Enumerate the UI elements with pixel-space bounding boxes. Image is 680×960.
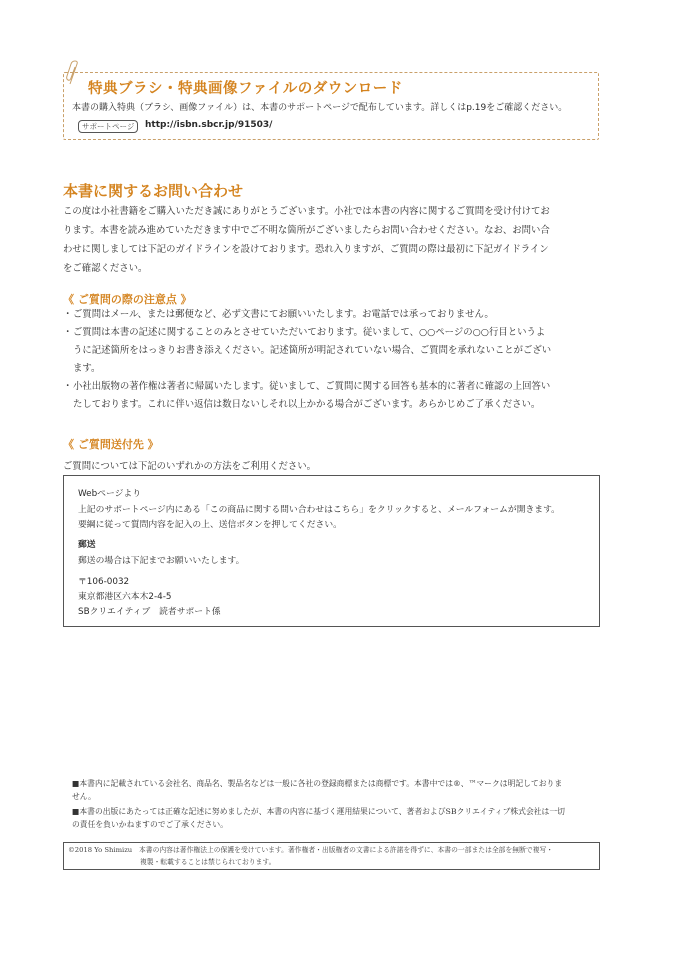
bracket-right-icon: 》: [176, 293, 192, 306]
inquiry-paragraph: [63, 202, 608, 278]
list-item: ■本書の出版にあたっては正確な記述に努めましたが、本書の内容に基づく運用結果について、著者およびSBクリエイティブ株式会社は一切 の責任を負いかねますのでご了承ください。: [72, 807, 565, 829]
list-item: ・ 小社出版物の著作権は著者に帰属いたします。従いまして、ご質問に関する回答も基本的に著者に確認の上回答い たしております。これに伴い返信は数日ないしそれ以上かかる場合がございます。あらかじめご了承ください。: [63, 381, 551, 410]
web-heading: Webページより: [78, 489, 141, 499]
department: SBクリエイティブ 読者サポート係: [78, 607, 221, 617]
inquiry-line: をご確認ください。: [63, 263, 148, 274]
mail-line: 郵送の場合は下記までお願いいたします。: [78, 556, 245, 566]
web-line: 要綱に従って質問内容を記入の上、送信ボタンを押してください。: [78, 520, 342, 530]
bracket-right-icon: 》: [143, 438, 159, 451]
bracket-left-icon: 《: [63, 293, 78, 306]
inquiry-line: この度は小社書籍をご購入いただき誠にありがとうございます。小社では本書の内容に関するご質問を受け付けてお: [63, 206, 550, 217]
copyright-line: 複製・転載することは禁じられております。: [140, 858, 276, 866]
list-item: ■本書内に記載されている会社名、商品名、製品名などは一般に各社の登録商標または商標です。本書中では®、™マークは明記しておりま せん。: [72, 779, 563, 801]
mail-heading: 郵送: [78, 540, 96, 550]
support-page-tag: サポートページ: [78, 120, 138, 133]
inquiry-line: ります。本書を読み進めていただきます中でご不明な箇所がございましたらお問い合わせください。なお、お問い合: [63, 225, 550, 236]
inquiry-title: 本書に関するお問い合わせ: [63, 182, 244, 200]
bonus-title: 特典ブラシ・特典画像ファイルのダウンロード: [88, 81, 403, 97]
cautions-title: 《 ご質問の際の注意点 》: [63, 293, 192, 306]
list-item: ・ ご質問は本書の記述に関することのみとさせていただいております。従いまして、○○ページの○○行目というよ うに記述箇所をはっきりお書き添えください。記述箇所が明記されていない場合、ご質問を承れないことがござい ます。: [63, 327, 552, 374]
send-title: 《 ご質問送付先 》: [63, 438, 159, 451]
support-url[interactable]: http://isbn.sbcr.jp/91503/: [145, 120, 273, 130]
legal-notes: [63, 777, 608, 831]
web-line: 上記のサポートページ内にある「この商品に関する問い合わせはこちら」をクリックすると、メールフォームが開きます。: [78, 505, 560, 515]
bonus-body: 本書の購入特典（ブラシ、画像ファイル）は、本書のサポートページで配布しています。詳しくはp.19をご確認ください。: [72, 103, 568, 113]
copyright-line: ©2018 Yo Shimizu 本書の内容は著作権法上の保護を受けています。著作権者・出版権者の文書による許諾を得ずに、本書の一部または全部を無断で複写・: [68, 846, 554, 854]
send-lead: ご質問については下記のいずれかの方法をご利用ください。: [63, 461, 316, 472]
postal-code: 〒106-0032: [78, 577, 130, 587]
cautions-list: [63, 306, 608, 414]
address: 東京都港区六本木2-4-5: [78, 592, 172, 602]
paperclip-icon: [66, 60, 80, 86]
inquiry-line: わせに関しましては下記のガイドラインを設けております。恐れ入りますが、ご質問の際は最初に下記ガイドライン: [63, 244, 549, 255]
bracket-left-icon: 《: [63, 438, 78, 451]
list-item: ・ ご質問はメール、または郵便など、必ず文書にてお願いいたします。お電話では承っておりません。: [63, 309, 494, 320]
